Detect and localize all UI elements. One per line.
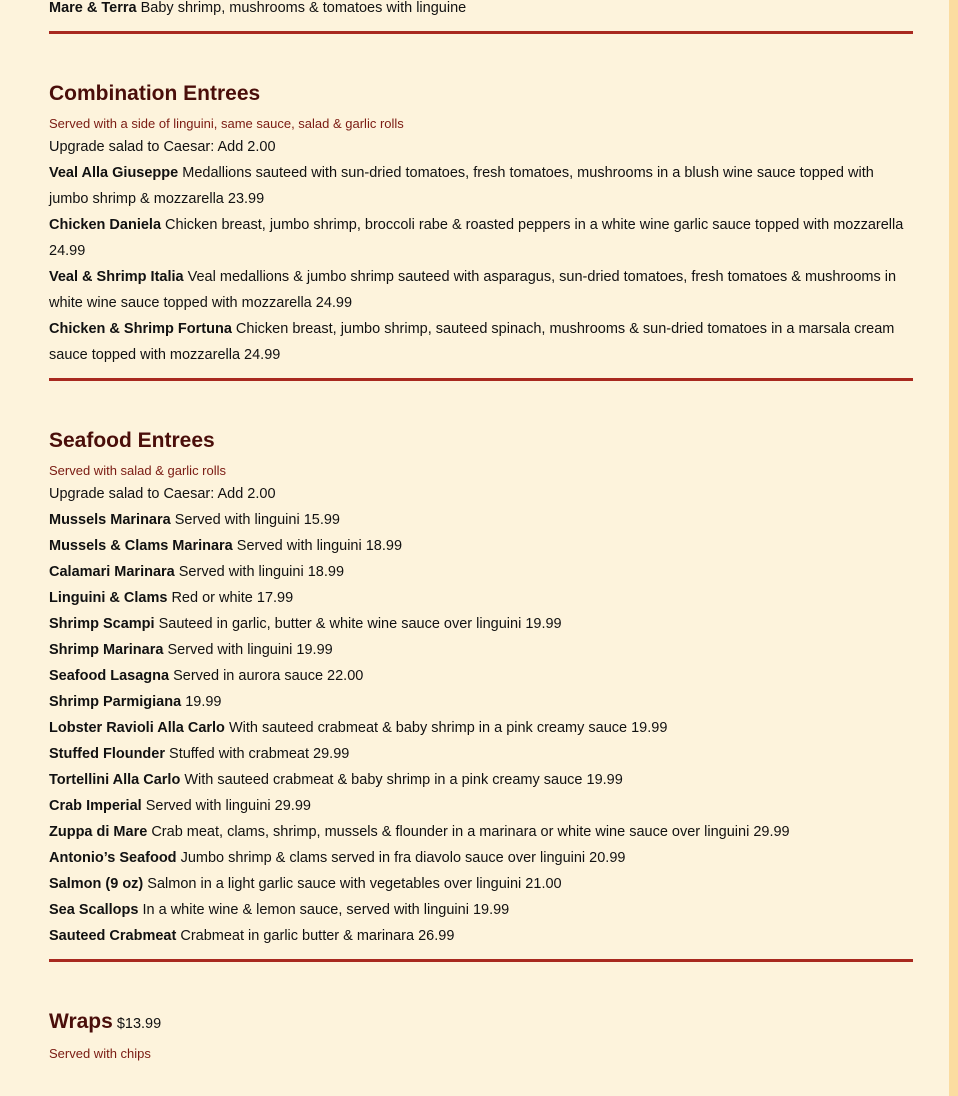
section-title [49, 427, 913, 455]
section-title-text: Seafood Entrees [49, 429, 215, 452]
item-name: Shrimp Marinara [49, 642, 164, 658]
section-title-text: Wraps [49, 1010, 113, 1033]
scrollbar-track[interactable] [949, 0, 958, 1096]
item-description: Salmon in a light garlic sauce with vegetables over linguini 21.00 [147, 876, 562, 892]
section-divider [49, 378, 913, 381]
item-name: Tortellini Alla Carlo [49, 772, 181, 788]
item-name: Linguini & Clams [49, 590, 168, 606]
menu-item [49, 160, 913, 212]
section-divider [49, 31, 913, 34]
menu-content [49, 0, 913, 1064]
item-description: Served with linguini 19.99 [167, 642, 333, 658]
menu-item [49, 585, 913, 611]
section-title [49, 1008, 913, 1038]
item-name: Veal & Shrimp Italia [49, 269, 184, 285]
menu-item [49, 316, 913, 368]
item-name: Salmon (9 oz) [49, 876, 144, 892]
item-name: Chicken Daniela [49, 217, 162, 233]
item-description: Jumbo shrimp & clams served in fra diavolo sauce over linguini 20.99 [180, 850, 626, 866]
menu-item [49, 212, 913, 264]
item-name: Stuffed Flounder [49, 746, 165, 762]
item-name: Lobster Ravioli Alla Carlo [49, 720, 225, 736]
section-title-text: Combination Entrees [49, 82, 261, 105]
item-name: Zuppa di Mare [49, 824, 148, 840]
item-description: Veal medallions & jumbo shrimp sauteed with asparagus, sun-dried tomatoes, fresh tomatoes & mushrooms in white wine sauce topped with mozzarella 24.99 [49, 269, 897, 311]
item-description: With sauteed crabmeat & baby shrimp in a pink creamy sauce 19.99 [184, 772, 623, 788]
menu-item [49, 611, 913, 637]
menu-item [49, 845, 913, 871]
item-description: Chicken breast, jumbo shrimp, sauteed spinach, mushrooms & sun-dried tomatoes in a marsala cream sauce topped with mozzarella 24.99 [49, 321, 895, 363]
section-subtitle: Served with a side of linguini, same sauce, salad & garlic rolls [49, 116, 404, 131]
menu-item [49, 559, 913, 585]
menu-item [49, 767, 913, 793]
section-title [49, 80, 913, 108]
menu-item [49, 663, 913, 689]
item-name: Crab Imperial [49, 798, 142, 814]
item-description: Sauteed in garlic, butter & white wine sauce over linguini 19.99 [158, 616, 562, 632]
menu-item [49, 637, 913, 663]
item-description: Crabmeat in garlic butter & marinara 26.99 [180, 928, 455, 944]
menu-item [49, 897, 913, 923]
menu-item [49, 533, 913, 559]
item-description: Red or white 17.99 [171, 590, 294, 606]
section-subtitle: Served with chips [49, 1046, 151, 1061]
item-description: Served with linguini 15.99 [174, 512, 340, 528]
menu-item [49, 741, 913, 767]
item-description: Stuffed with crabmeat 29.99 [169, 746, 350, 762]
item-description: Baby shrimp, mushrooms & tomatoes with linguine [140, 0, 467, 16]
item-name: Mare & Terra [49, 0, 137, 16]
item-name: Mussels Marinara [49, 512, 171, 528]
section-price: $13.99 [116, 1016, 162, 1032]
item-name: Antonio’s Seafood [49, 850, 177, 866]
item-description: With sauteed crabmeat & baby shrimp in a pink creamy sauce 19.99 [228, 720, 668, 736]
section-note: Upgrade salad to Caesar: Add 2.00 [49, 486, 276, 502]
menu-item [49, 507, 913, 533]
menu-item [49, 715, 913, 741]
menu-section [49, 80, 913, 381]
item-description: Medallions sauteed with sun-dried tomatoes, fresh tomatoes, mushrooms in a blush wine sauce topped with jumbo shrimp & mozzarella 23.99 [49, 165, 874, 207]
menu-section [49, 1008, 913, 1064]
item-description: Chicken breast, jumbo shrimp, broccoli rabe & roasted peppers in a white wine garlic sauce topped with mozzarella 24.99 [49, 217, 904, 259]
item-name: Chicken & Shrimp Fortuna [49, 321, 232, 337]
menu-item [49, 264, 913, 316]
item-name: Calamari Marinara [49, 564, 175, 580]
menu-item [49, 871, 913, 897]
item-description: 19.99 [185, 694, 222, 710]
section-note: Upgrade salad to Caesar: Add 2.00 [49, 139, 276, 155]
menu-item [49, 0, 913, 21]
item-name: Shrimp Parmigiana [49, 694, 182, 710]
menu-item [49, 689, 913, 715]
item-description: Served with linguini 29.99 [145, 798, 311, 814]
menu-item [49, 793, 913, 819]
item-description: Served with linguini 18.99 [236, 538, 403, 554]
item-name: Shrimp Scampi [49, 616, 155, 632]
item-name: Sauteed Crabmeat [49, 928, 177, 944]
item-description: Served with linguini 18.99 [178, 564, 345, 580]
item-name: Seafood Lasagna [49, 668, 170, 684]
item-name: Sea Scallops [49, 902, 139, 918]
menu-section [49, 427, 913, 962]
menu-item [49, 923, 913, 949]
menu-item [49, 819, 913, 845]
item-description: Crab meat, clams, shrimp, mussels & flounder in a marinara or white wine sauce over linguini 29.99 [151, 824, 790, 840]
item-name: Veal Alla Giuseppe [49, 165, 179, 181]
item-description: In a white wine & lemon sauce, served with linguini 19.99 [142, 902, 510, 918]
item-description: Served in aurora sauce 22.00 [173, 668, 364, 684]
section-subtitle: Served with salad & garlic rolls [49, 463, 227, 478]
section-divider [49, 959, 913, 962]
item-name: Mussels & Clams Marinara [49, 538, 233, 554]
